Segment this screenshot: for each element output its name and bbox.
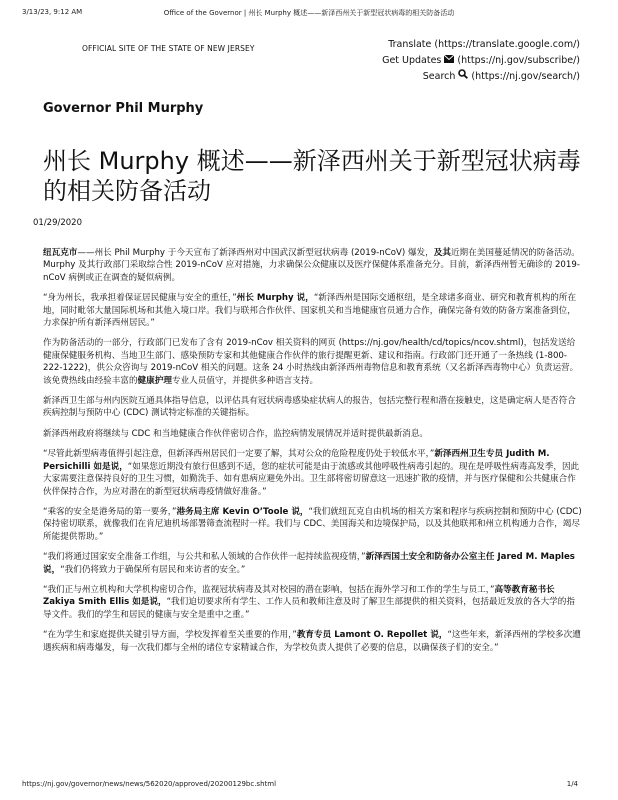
bold-text: 高等教育秘书长 Zakiya Smith Ellis 如是说， — [43, 584, 555, 608]
search-label: Search — [422, 71, 456, 82]
text: 近期在美国蔓延情况的防备活动。Murphy 及其行政部门采取综合性 2019-nCoV 应对措施，力求确保公众健康以及医疗保健体系准备充分。目前，新泽西州暂无确诊的 2019-nCoV 病例或正在调查的疑似病例。 — [43, 248, 580, 283]
bold-text: 州长 Murphy 说， — [236, 293, 314, 304]
article-headline: 州长 Murphy 概述——新泽西州关于新型冠状病毒的相关防备活动 — [43, 147, 581, 205]
get-updates-label: Get Updates — [382, 55, 442, 66]
bold-text: 教育专员 Lamont O. Repollet 说， — [296, 630, 448, 641]
text: “身为州长，我承担着保证居民健康与安全的重任，” — [43, 293, 237, 304]
publish-date: 01/29/2020 — [33, 218, 82, 228]
text: “我们仍将致力于确保所有居民和来访者的安全。” — [60, 564, 246, 575]
text: “乘客的安全是港务局的第一要务，” — [43, 506, 177, 517]
envelope-icon — [444, 53, 454, 69]
bold-text: 新泽西国土安全和防备办公室主任 Jared M. Maples 说， — [43, 552, 575, 575]
text: “我们将通过国家安全准备工作组，与公共和私人领域的合作伙伴一起持续监视疫情，” — [43, 552, 366, 563]
print-page-number: 1/4 — [566, 780, 578, 788]
paragraph-1 — [43, 247, 583, 284]
text: “我们迫切要求所有学生、工作人员和教师注意及时了解卫生部提供的相关资料，包括最近发放的各大学的指导文件。我们的学生和居民的健康与安全是重中之重。” — [43, 597, 575, 620]
print-footer-url: https://nj.gov/governor/news/news/562020/approved/20200129bc.shtml — [22, 780, 277, 788]
bold-text: 及其 — [433, 248, 451, 258]
paragraph-5: 新泽西州政府将继续与 CDC 和当地健康合作伙伴密切合作，监控病情发展情况并适时提供最新消息。 — [43, 428, 429, 439]
text: 专业人员值守，并提供多种语言支持。 — [171, 375, 319, 386]
get-updates-link[interactable] — [382, 53, 580, 69]
paragraph-10 — [43, 629, 583, 654]
article-body — [43, 247, 583, 662]
paragraph-3 — [43, 337, 583, 387]
bold-text: 港务局主席 Kevin O’Toole 说， — [176, 506, 309, 517]
search-link[interactable] — [382, 69, 580, 85]
paragraph-9 — [43, 584, 583, 621]
paragraph-6 — [43, 448, 583, 498]
text: “这些年来，新泽西州的学校多次遭遇疾病和病毒爆发，每一次我们都与全州的诸位专家精诚合作，为学校负责人提供了必要的信息，以确保孩子们的安全。” — [43, 630, 581, 653]
paragraph-8 — [43, 551, 583, 576]
text: “如果您近期没有旅行但感到不适，您的症状可能是由于流感或其他呼吸性病毒引起的。现在是呼吸性病毒高发季，因此大家需要注意保持良好的卫生习惯，如勤洗手、如有患病应避免外出。卫生部将密切留意这一迅速扩散的疫情，并与医疗保健和公共健康合作伙伴保持合作，为应对潜在的新型冠状病毒疫情做好准备。” — [43, 461, 580, 497]
paragraph-2 — [43, 292, 583, 329]
paragraph-4: 新泽西卫生部与州内医院互通具体指导信息，以评估具有冠状病毒感染症状病人的报告，包括完整行程和潜在接触史，这是确定病人是否符合疾病控制与预防中心 (CDC) 测试特定标准的关键指标。 — [43, 396, 576, 419]
magnifier-icon — [458, 69, 468, 85]
bold-text: 新泽西州卫生专员 Judith M. Persichilli 如是说， — [43, 449, 550, 472]
official-site-label: OFFICIAL SITE OF THE STATE OF NEW JERSEY — [82, 44, 255, 53]
bold-text: 健康护理 — [137, 375, 172, 386]
text: 作为防备活动的一部分，行政部门已发布了含有 2019-nCov 相关资料的网页 (https://nj.gov/health/cd/topics/ncov.shtml)，包括发送给健康保健服务机构、当地卫生部门、感染预防专家和其他健康合作伙伴的旅行提醒更新、建议和指南。行政部门还开通了一条热线 (1-800-222-1222)，供公众咨询与 2019-nCoV 相关的问题。这条 24 小时热线由新泽西州毒物信息和教育系统（又名新泽西毒物中心）负责运营。该免费热线由经验丰富的 — [43, 338, 579, 386]
text: “我们就纽瓦克自由机场的相关方案和程序与疾病控制和预防中心 (CDC) 保持密切联系，就像我们在肯尼迪机场部署筛查流程时一样。我们与 CDC、美国海关和边境保护局，以及其他联邦和州立机构通力合作，竭尽所能提供帮助。” — [43, 506, 582, 542]
governor-name: Governor Phil Murphy — [43, 101, 204, 116]
search-url: (https://nj.gov/search/) — [471, 71, 580, 82]
paragraph-7 — [43, 506, 583, 543]
text: “在为学生和家庭提供关键引导方面，学校发挥着至关重要的作用，” — [43, 630, 297, 641]
text: ——州长 Phil Murphy 于今天宣布了新泽西州对中国武汉新型冠状病毒 (2019-nCoV) 爆发， — [77, 248, 434, 258]
text: “尽管此新型病毒值得引起注意，但新泽西州居民们一定要了解，其对公众的危险程度仍处于较低水平，” — [43, 449, 435, 460]
get-updates-url: (https://nj.gov/subscribe/) — [457, 55, 580, 66]
text: “我们正与州立机构和大学机构密切合作，监视冠状病毒及其对校园的潜在影响，包括在海外学习和工作的学生与员工，” — [43, 584, 495, 595]
text: “新泽西州是国际交通枢纽，是全球诸多商业、研究和教育机构的所在地，同时毗邻大量国际机场和其他入境口岸。我们与联邦合作伙伴、国家机关和当地健康官员通力合作，确保完备有效的防备方案准备到位，力求保护所有新泽西州居民。” — [43, 293, 577, 329]
print-page-title: Office of the Governor | 州长 Murphy 概述——新泽西州关于新型冠状病毒的相关防备活动 — [163, 9, 455, 17]
print-datetime: 3/13/23, 9:12 AM — [22, 8, 83, 16]
utility-links — [382, 37, 580, 85]
translate-link[interactable]: Translate (https://translate.google.com/) — [388, 39, 580, 50]
bold-text: 纽瓦克市 — [43, 248, 78, 258]
